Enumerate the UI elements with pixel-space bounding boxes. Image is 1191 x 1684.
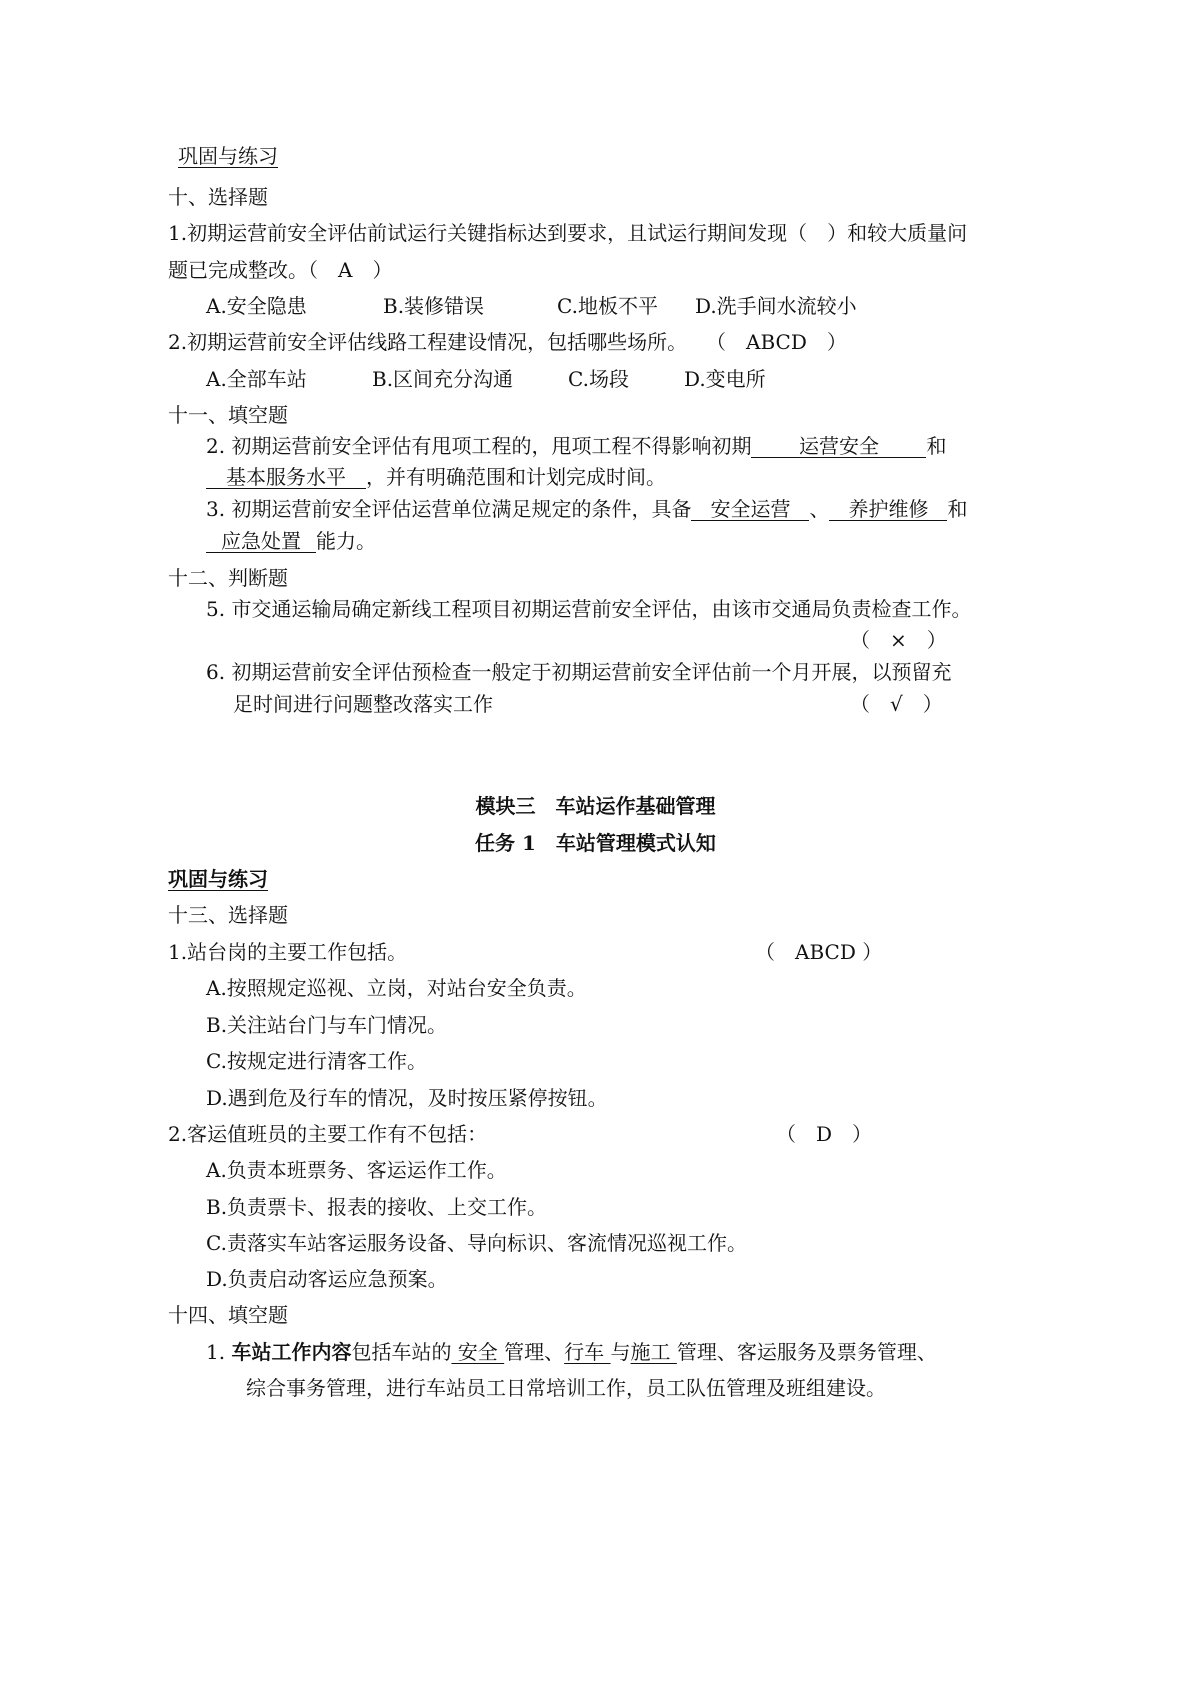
judge-item-6-line1: 6. 初期运营前安全评估预检查一般定于初期运营前安全评估前一个月开展，以预留充 <box>206 660 952 684</box>
option-d: D.负责启动客运应急预案。 <box>206 1267 448 1291</box>
judge-item-6-line2: 足时间进行问题整改落实工作 <box>233 692 493 716</box>
option-a: A.按照规定巡视、立岗，对站台安全负责。 <box>206 976 587 1000</box>
fill-text: 与 <box>610 1340 631 1364</box>
blank-answer <box>206 528 316 553</box>
fill-item-3-line1 <box>206 496 967 522</box>
question-1-answer: （ ABCD ） <box>755 940 883 964</box>
fill-title: 十四、填空题 <box>168 1303 288 1327</box>
option-a: A.全部车站 <box>206 367 307 391</box>
section-heading: 巩固与练习 <box>178 144 278 168</box>
judge-item-5-answer: （ × ） <box>850 628 947 652</box>
blank-text: 安全运营 <box>710 497 791 521</box>
option-d: D.洗手间水流较小 <box>695 294 857 318</box>
blank-answer: 行车 <box>564 1340 611 1364</box>
option-c: C.地板不平 <box>557 294 658 318</box>
option-b: B.装修错误 <box>383 294 485 318</box>
option-c: C.责落实车站客运服务设备、导向标识、客流情况巡视工作。 <box>206 1231 747 1255</box>
section-heading: 巩固与练习 <box>168 867 268 891</box>
fill-text: 和 <box>947 497 968 521</box>
question-2-answer: （ D ） <box>776 1122 873 1146</box>
fill-number: 1. <box>206 1340 232 1364</box>
question-1-line2: 题已完成整改。（ A ） <box>168 258 393 282</box>
fill-item-1-line2: 综合事务管理，进行车站员工日常培训工作，员工队伍管理及班组建设。 <box>246 1376 886 1400</box>
question-2-answer: （ ABCD ） <box>706 330 847 354</box>
module-title: 模块三 车站运作基础管理 <box>475 794 716 818</box>
fill-text: 2. 初期运营前安全评估有甩项工程的，甩项工程不得影响初期 <box>206 434 752 458</box>
blank-text: 运营安全 <box>798 434 879 458</box>
blank-text: 养护维修 <box>848 497 929 521</box>
fill-text: 和 <box>926 434 947 458</box>
option-d: D.变电所 <box>684 367 766 391</box>
blank-text: 基本服务水平 <box>226 465 346 489</box>
question-2: 2.客运值班员的主要工作有不包括： <box>168 1122 488 1146</box>
fill-text: 包括车站的 <box>351 1340 452 1364</box>
fill-sep: 、 <box>809 497 830 521</box>
fill-title: 十一、填空题 <box>168 403 288 427</box>
judge-title: 十二、判断题 <box>168 566 288 590</box>
blank-answer: 施工 <box>630 1340 677 1364</box>
blank-answer <box>751 433 926 458</box>
option-a: A.安全隐患 <box>206 294 307 318</box>
option-b: B.区间充分沟通 <box>372 367 514 391</box>
option-b: B.关注站台门与车门情况。 <box>206 1013 448 1037</box>
option-c: C.场段 <box>568 367 629 391</box>
option-b: B.负责票卡、报表的接收、上交工作。 <box>206 1195 548 1219</box>
fill-item-2-line1 <box>206 433 946 459</box>
blank-text: 应急处置 <box>221 529 301 553</box>
option-a: A.负责本班票务、客运运作工作。 <box>206 1158 507 1182</box>
option-c: C.按规定进行清客工作。 <box>206 1049 427 1073</box>
fill-text: 能力。 <box>316 529 376 553</box>
choice-title: 十三、选择题 <box>168 903 288 927</box>
fill-text: 管理、 <box>504 1340 565 1364</box>
fill-item-1-line1 <box>206 1339 937 1365</box>
judge-item-6-answer: （ √ ） <box>850 692 943 716</box>
fill-text: 3. 初期运营前安全评估运营单位满足规定的条件，具备 <box>206 497 692 521</box>
fill-text: 管理、客运服务及票务管理、 <box>676 1340 937 1364</box>
fill-text: ，并有明确范围和计划完成时间。 <box>366 465 666 489</box>
blank-answer <box>691 496 809 521</box>
choice-title: 十、选择题 <box>168 185 268 209</box>
blank-answer <box>206 464 366 489</box>
fill-item-2-line2 <box>206 464 666 490</box>
judge-item-5: 5. 市交通运输局确定新线工程项目初期运营前安全评估，由该市交通局负责检查工作。 <box>206 597 972 621</box>
blank-answer <box>829 496 947 521</box>
question-1-line1: 1.初期运营前安全评估前试运行关键指标达到要求，且试运行期间发现（ ）和较大质量问 <box>168 221 968 245</box>
question-1: 1.站台岗的主要工作包括。 <box>168 940 408 964</box>
fill-keyword: 车站工作内容 <box>231 1340 352 1364</box>
blank-answer: 安全 <box>451 1340 505 1364</box>
task-title: 任务 1 车站管理模式认知 <box>475 831 716 855</box>
option-d: D.遇到危及行车的情况，及时按压紧停按钮。 <box>206 1086 608 1110</box>
question-2: 2.初期运营前安全评估线路工程建设情况，包括哪些场所。 <box>168 330 688 354</box>
fill-item-3-line2 <box>206 528 376 554</box>
